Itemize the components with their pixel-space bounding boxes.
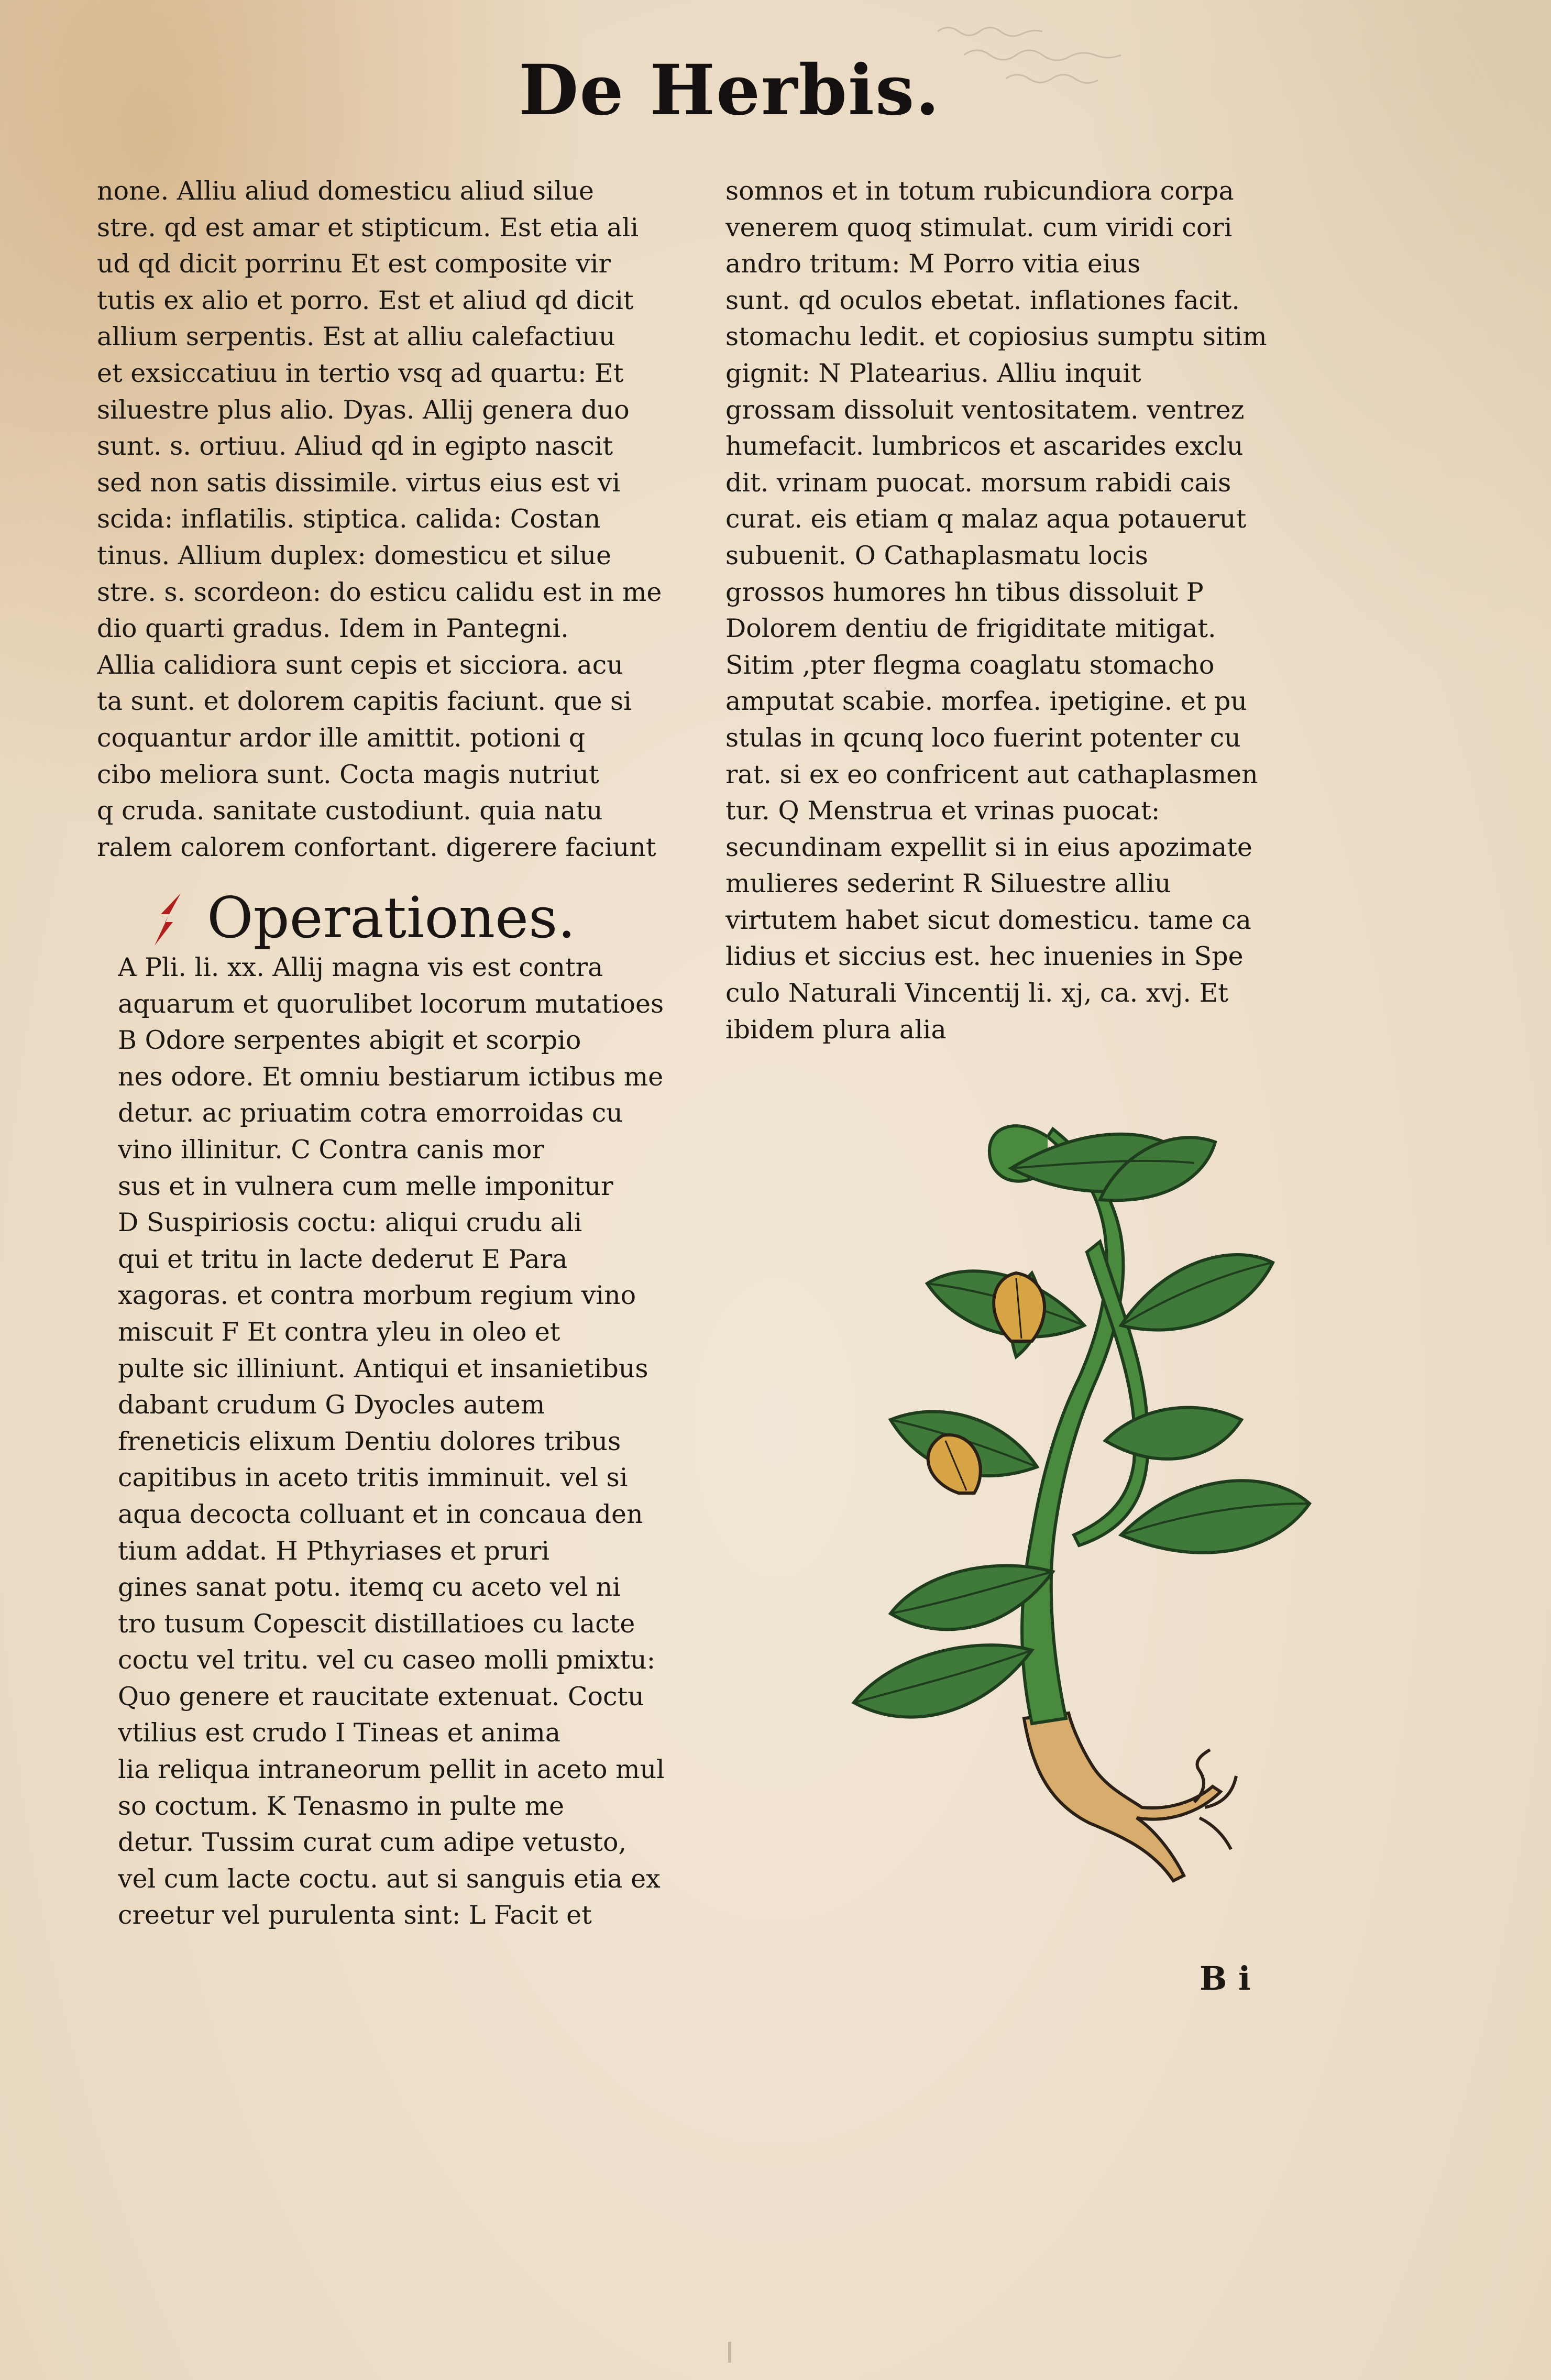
running-head: De Herbis. [519,50,941,131]
signature-mark: B i [1200,1959,1251,1998]
text-line: ud qd dicit porrinu Et est composite vir [97,249,611,279]
gutter-mark [728,2342,731,2363]
text-line: grossam dissoluit ventositatem. ventrez [725,394,1245,425]
plant-stem [1022,1129,1123,1724]
text-line: D Suspiriosis coctu: aliqui crudu ali [118,1208,582,1238]
text-line: aquarum et quorulibet locorum mutatioes [118,989,664,1019]
text-line: stulas in qcunq loco fuerint potenter cu [725,722,1241,753]
text-line: creetur vel purulenta sint: L Facit et [118,1900,592,1931]
text-line: secundinam expellit si in eius apozimate [725,832,1252,862]
text-line: none. Alliu aliud domesticu aliud silue [97,176,594,206]
text-line: venerem quoq stimulat. cum viridi cori [725,212,1233,243]
text-line: q cruda. sanitate custodiunt. quia natu [97,796,603,826]
text-line: somnos et in totum rubicundiora corpa [725,176,1234,206]
text-line: humefacit. lumbricos et ascarides exclu [725,431,1244,462]
text-line: vtilius est crudo I Tineas et anima [118,1718,561,1748]
text-line: Sitim ,pter flegma coaglatu stomacho [725,650,1215,680]
leaf [1121,1255,1273,1330]
text-line: grossos humores hn tibus dissoluit P [725,577,1204,607]
text-line: ralem calorem confortant. digerere faciunt [97,832,656,862]
text-line: virtutem habet sicut domesticu. tame ca [725,905,1251,935]
text-line: A Pli. li. xx. Allij magna vis est contra [118,952,603,982]
faded-marginalia [932,16,1152,94]
text-line: curat. eis etiam q malaz aqua potauerut [725,504,1247,534]
text-line: coquantur ardor ille amittit. potioni q [97,722,586,753]
text-line: lidius et siccius est. hec inuenies in Spe [725,941,1244,972]
text-line: scida: inflatilis. stiptica. calida: Costan [97,504,601,534]
text-line: B Odore serpentes abigit et scorpio [118,1025,581,1056]
text-line: nes odore. Et omniu bestiarum ictibus me [118,1061,664,1092]
text-line: detur. Tussim curat cum adipe vetusto, [118,1827,627,1858]
text-line: siluestre plus alio. Dyas. Allij genera duo [97,394,630,425]
text-line: andro tritum: M Porro vitia eius [725,249,1141,279]
text-line: tutis ex alio et porro. Est et aliud qd dicit [97,285,634,315]
text-line: stre. s. scordeon: do esticu calidu est in me [97,577,662,607]
leaf [1121,1480,1310,1552]
text-line: xagoras. et contra morbum regium vino [118,1280,636,1311]
text-line: stre. qd est amar et stipticum. Est etia ali [97,212,639,243]
text-line: ta sunt. et dolorem capitis faciunt. que si [97,686,632,717]
text-line: dio quarti gradus. Idem in Pantegni. [97,613,569,644]
text-line: mulieres sederint R Siluestre alliu [725,869,1171,899]
text-line: freneticis elixum Dentiu dolores tribus [118,1426,621,1456]
text-line: tro tusum Copescit distillatioes cu lacte [118,1608,635,1639]
text-line: tinus. Allium duplex: domesticu et silue [97,540,612,571]
text-line: dabant crudum G Dyocles autem [118,1390,545,1420]
plant-root [1024,1713,1220,1881]
text-line: vel cum lacte coctu. aut si sanguis etia ex [118,1863,661,1894]
left-column-top [97,173,663,865]
left-column-bottom [118,949,684,1934]
text-line: lia reliqua intraneorum pellit in aceto mul [118,1754,665,1785]
text-line: sus et in vulnera cum melle imponitur [118,1171,613,1201]
text-line: detur. ac priuatim cotra emorroidas cu [118,1098,623,1128]
text-line: sunt. s. ortiuu. Aliud qd in egipto nascit [97,431,613,462]
garlic-plant-illustration [786,1105,1320,1886]
text-line: ibidem plura alia [725,1014,947,1045]
text-line: tium addat. H Pthyriases et pruri [118,1536,550,1566]
text-line: stomachu ledit. et copiosius sumptu sitim [725,322,1267,352]
text-line: subuenit. O Cathaplasmatu locis [725,540,1148,571]
text-line: culo Naturali Vincentij li. xj, ca. xvj. Et [725,978,1228,1008]
text-line: et exsiccatiuu in tertio vsq ad quartu: Et [97,358,624,388]
text-line: vino illinitur. C Contra canis mor [118,1134,544,1165]
text-line: dit. vrinam puocat. morsum rabidi cais [725,467,1231,498]
text-line: amputat scabie. morfea. ipetigine. et pu [725,686,1247,717]
right-column [725,173,1291,1048]
text-line: capitibus in aceto tritis imminuit. vel si [118,1463,628,1493]
section-heading: Operationes. [207,885,576,951]
text-line: sunt. qd oculos ebetat. inflationes facit. [725,285,1240,315]
text-line: aqua decocta colluant et in concaua den [118,1499,643,1529]
text-line: qui et tritu in lacte dederut E Para [118,1244,568,1274]
text-line: Quo genere et raucitate extenuat. Coctu [118,1681,644,1712]
text-line: cibo meliora sunt. Cocta magis nutriut [97,759,599,789]
text-line: tur. Q Menstrua et vrinas puocat: [725,796,1160,826]
red-pilcrow-icon [144,891,191,948]
text-line: coctu vel tritu. vel cu caseo molli pmixtu: [118,1645,656,1675]
text-line: gines sanat potu. itemq cu aceto vel ni [118,1572,621,1603]
text-line: so coctum. K Tenasmo in pulte me [118,1791,565,1821]
leaf [1105,1408,1241,1459]
text-line: pulte sic illiniunt. Antiqui et insanietibus [118,1353,648,1384]
text-line: Allia calidiora sunt cepis et sicciora. acu [97,650,623,680]
leaf [854,1645,1032,1717]
text-line: miscuit F Et contra yleu in oleo et [118,1317,560,1347]
text-line: allium serpentis. Est at alliu calefactiuu [97,322,615,352]
text-line: sed non satis dissimile. virtus eius est vi [97,467,621,498]
text-line: Dolorem dentiu de frigiditate mitigat. [725,613,1216,644]
text-line: rat. si ex eo confricent aut cathaplasmen [725,759,1258,789]
text-line: gignit: N Platearius. Alliu inquit [725,358,1141,388]
